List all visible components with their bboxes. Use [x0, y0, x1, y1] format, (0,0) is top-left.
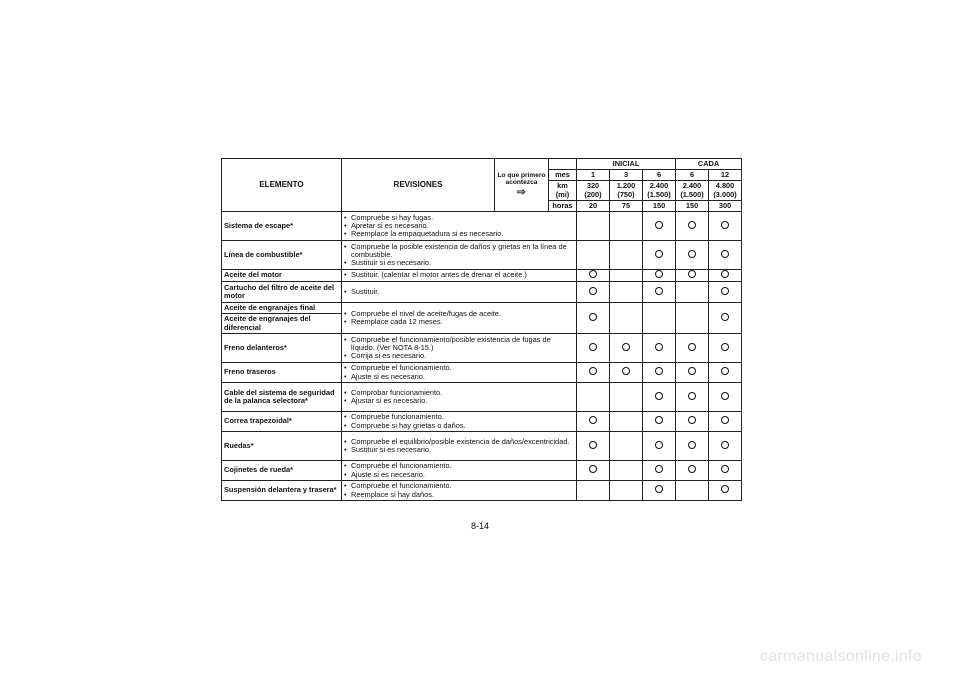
circle-icon — [721, 392, 729, 400]
row-checks — [342, 241, 577, 270]
check-item: • Corrija si es necesario. — [344, 352, 574, 360]
interval-cell — [577, 303, 610, 334]
table-row — [222, 461, 742, 481]
hours-value: 20 — [577, 201, 610, 212]
check-item: • Compruebe el equilibrio/posible existencia de daños/excentricidad. — [344, 438, 574, 446]
check-item: • Compruebe el funcionamiento. — [344, 364, 574, 372]
check-item: • Reemplace la empaquetadura si es necesario. — [344, 230, 574, 238]
row-element: Ruedas* — [222, 432, 342, 461]
check-item: • Ajuste si es necesario. — [344, 471, 574, 479]
check-item: • Ajustar si es necesario. — [344, 397, 574, 405]
interval-cell — [577, 334, 610, 363]
km-unit: km — [557, 181, 568, 191]
circle-icon — [655, 416, 663, 424]
interval-cell — [676, 383, 709, 412]
interval-cell — [709, 241, 742, 270]
interval-cell — [610, 412, 643, 432]
table-row — [222, 241, 742, 270]
check-item: • Sustituir. — [344, 288, 574, 296]
interval-cell — [610, 241, 643, 270]
table-row — [222, 303, 742, 314]
interval-cell — [610, 383, 643, 412]
circle-icon — [721, 367, 729, 375]
km-value — [577, 181, 610, 201]
interval-cell — [610, 303, 643, 334]
row-checks — [342, 270, 577, 282]
circle-icon — [622, 343, 630, 351]
row-checks — [342, 303, 577, 334]
interval-cell — [676, 270, 709, 282]
hours-value: 300 — [709, 201, 742, 212]
circle-icon — [688, 343, 696, 351]
row-element: Aceite de engranajes del diferencial — [222, 314, 342, 334]
circle-icon — [721, 465, 729, 473]
interval-cell — [577, 383, 610, 412]
month-value: 6 — [676, 170, 709, 181]
circle-icon — [721, 313, 729, 321]
interval-cell — [643, 282, 676, 303]
table-row — [222, 334, 742, 363]
interval-cell — [643, 481, 676, 501]
occurrence-line-1: Lo que primero — [497, 171, 546, 179]
circle-icon — [655, 270, 663, 278]
row-element: Sistema de escape* — [222, 212, 342, 241]
mi-number: (3.000) — [713, 189, 737, 199]
maintenance-table — [221, 158, 742, 501]
interval-cell — [643, 432, 676, 461]
interval-cell — [709, 461, 742, 481]
interval-cell — [709, 334, 742, 363]
km-value — [643, 181, 676, 201]
row-element: Correa trapezoidal* — [222, 412, 342, 432]
interval-cell — [577, 461, 610, 481]
km-value — [709, 181, 742, 201]
check-item: • Compruebe funcionamiento. — [344, 413, 574, 421]
month-value: 6 — [643, 170, 676, 181]
header-occurrence — [495, 159, 549, 212]
row-checks — [342, 412, 577, 432]
check-item: • Compruebe la posible existencia de daños y grietas en la línea de combustible. — [344, 243, 574, 260]
month-value: 12 — [709, 170, 742, 181]
interval-cell — [709, 363, 742, 383]
mi-number: (750) — [617, 189, 635, 199]
circle-icon — [655, 441, 663, 449]
circle-icon — [589, 441, 597, 449]
row-element: Freno delanteros* — [222, 334, 342, 363]
interval-cell — [610, 432, 643, 461]
km-value — [610, 181, 643, 201]
interval-cell — [577, 412, 610, 432]
interval-cell — [676, 481, 709, 501]
table-row — [222, 412, 742, 432]
row-element: Aceite del motor — [222, 270, 342, 282]
circle-icon — [688, 392, 696, 400]
interval-cell — [709, 212, 742, 241]
row-element: Línea de combustible* — [222, 241, 342, 270]
interval-cell — [577, 363, 610, 383]
interval-cell — [676, 303, 709, 334]
circle-icon — [655, 465, 663, 473]
circle-icon — [721, 343, 729, 351]
circle-icon — [688, 465, 696, 473]
table-row — [222, 481, 742, 501]
circle-icon — [655, 343, 663, 351]
check-item: • Compruebe el funcionamiento. — [344, 482, 574, 490]
header-element: ELEMENTO — [222, 159, 342, 212]
row-checks — [342, 432, 577, 461]
interval-cell — [643, 383, 676, 412]
circle-icon — [721, 250, 729, 258]
km-number: 2.400 — [649, 181, 669, 191]
circle-icon — [721, 485, 729, 493]
interval-cell — [676, 241, 709, 270]
interval-cell — [643, 303, 676, 334]
interval-cell — [676, 282, 709, 303]
interval-cell — [676, 363, 709, 383]
circle-icon — [589, 313, 597, 321]
circle-icon — [655, 485, 663, 493]
interval-cell — [577, 432, 610, 461]
check-item: • Compruebe el funcionamiento/posible existencia de fugas de líquido. (Ver NOTA 8-15.) — [344, 336, 574, 353]
interval-cell — [643, 212, 676, 241]
mi-unit: (mi) — [555, 189, 570, 199]
interval-cell — [709, 303, 742, 334]
table-row — [222, 282, 742, 303]
interval-cell — [610, 334, 643, 363]
circle-icon — [655, 392, 663, 400]
interval-cell — [709, 383, 742, 412]
row-checks — [342, 363, 577, 383]
month-label: mes — [549, 170, 577, 181]
interval-cell — [643, 241, 676, 270]
circle-icon — [688, 416, 696, 424]
circle-icon — [688, 250, 696, 258]
km-number: 2.400 — [682, 181, 702, 191]
interval-cell — [643, 461, 676, 481]
km-number: 320 — [586, 181, 600, 191]
table-row — [222, 363, 742, 383]
interval-cell — [610, 282, 643, 303]
interval-cell — [577, 481, 610, 501]
table-row — [222, 270, 742, 282]
table-row — [222, 383, 742, 412]
arrow-right-icon: ⇨ — [517, 187, 526, 199]
circle-icon — [655, 287, 663, 295]
check-item: • Compruebe si hay grietas o daños. — [344, 422, 574, 430]
circle-icon — [688, 441, 696, 449]
km-label — [549, 181, 577, 201]
interval-cell — [610, 481, 643, 501]
interval-cell — [709, 270, 742, 282]
interval-cell — [643, 412, 676, 432]
row-element: Cartucho del filtro de aceite del motor — [222, 282, 342, 303]
row-checks — [342, 383, 577, 412]
circle-icon — [589, 287, 597, 295]
hours-value: 75 — [610, 201, 643, 212]
circle-icon — [721, 270, 729, 278]
check-item: • Ajuste si es necesario. — [344, 373, 574, 381]
month-value: 3 — [610, 170, 643, 181]
check-item: • Reemplace si hay daños. — [344, 491, 574, 499]
check-item: • Sustituir si es necesario. — [344, 259, 574, 267]
watermark: carmanualsonline.info — [760, 648, 922, 665]
circle-icon — [655, 367, 663, 375]
interval-cell — [709, 282, 742, 303]
check-item: • Compruebe si hay fugas. — [344, 214, 574, 222]
interval-cell — [643, 363, 676, 383]
row-checks — [342, 481, 577, 501]
circle-icon — [688, 270, 696, 278]
hours-label: horas — [549, 201, 577, 212]
interval-cell — [610, 363, 643, 383]
interval-cell — [577, 241, 610, 270]
header-every: CADA — [676, 159, 742, 170]
check-item: • Compruebe el funcionamiento. — [344, 462, 574, 470]
interval-cell — [676, 432, 709, 461]
row-element: Aceite de engranajes final — [222, 303, 342, 314]
interval-cell — [643, 334, 676, 363]
interval-cell — [643, 270, 676, 282]
hours-value: 150 — [643, 201, 676, 212]
circle-icon — [589, 416, 597, 424]
row-checks — [342, 212, 577, 241]
mi-number: (1.500) — [647, 189, 671, 199]
circle-icon — [589, 367, 597, 375]
mi-number: (1.500) — [680, 189, 704, 199]
header-initial: INICIAL — [577, 159, 676, 170]
interval-cell — [577, 212, 610, 241]
interval-cell — [577, 282, 610, 303]
interval-cell — [610, 461, 643, 481]
row-element: Cojinetes de rueda* — [222, 461, 342, 481]
table-row — [222, 212, 742, 241]
circle-icon — [589, 270, 597, 278]
circle-icon — [589, 343, 597, 351]
km-value — [676, 181, 709, 201]
mi-number: (200) — [584, 189, 602, 199]
interval-cell — [709, 432, 742, 461]
interval-cell — [610, 270, 643, 282]
circle-icon — [721, 287, 729, 295]
row-element: Suspensión delantera y trasera* — [222, 481, 342, 501]
check-item: • Reemplace cada 12 meses. — [344, 318, 574, 326]
circle-icon — [655, 221, 663, 229]
circle-icon — [622, 367, 630, 375]
check-item: • Sustituir si es necesario. — [344, 446, 574, 454]
page-number: 8-14 — [470, 521, 489, 531]
circle-icon — [721, 221, 729, 229]
interval-cell — [676, 212, 709, 241]
header-checks: REVISIONES — [342, 159, 495, 212]
check-item: • Sustituir. (calentar el motor antes de drenar el aceite.) — [344, 271, 574, 279]
check-item: • Apretar si es necesario. — [344, 222, 574, 230]
check-item: • Comprobar funcionamiento. — [344, 389, 574, 397]
interval-cell — [676, 461, 709, 481]
row-element: Freno traseros — [222, 363, 342, 383]
interval-cell — [709, 412, 742, 432]
circle-icon — [721, 441, 729, 449]
check-item: • Compruebe el nivel de aceite/fugas de aceite. — [344, 310, 574, 318]
interval-cell — [676, 412, 709, 432]
row-checks — [342, 334, 577, 363]
interval-cell — [676, 334, 709, 363]
circle-icon — [589, 465, 597, 473]
month-value: 1 — [577, 170, 610, 181]
circle-icon — [655, 250, 663, 258]
table-row — [222, 432, 742, 461]
circle-icon — [688, 221, 696, 229]
row-checks — [342, 461, 577, 481]
row-element: Cable del sistema de seguridad de la palanca selectora* — [222, 383, 342, 412]
km-number: 4.800 — [715, 181, 735, 191]
occurrence-line-2: acontezca — [505, 179, 538, 186]
hours-value: 150 — [676, 201, 709, 212]
circle-icon — [688, 367, 696, 375]
km-number: 1.200 — [616, 181, 636, 191]
row-checks — [342, 282, 577, 303]
interval-cell — [610, 212, 643, 241]
circle-icon — [721, 416, 729, 424]
interval-cell — [577, 270, 610, 282]
interval-cell — [709, 481, 742, 501]
